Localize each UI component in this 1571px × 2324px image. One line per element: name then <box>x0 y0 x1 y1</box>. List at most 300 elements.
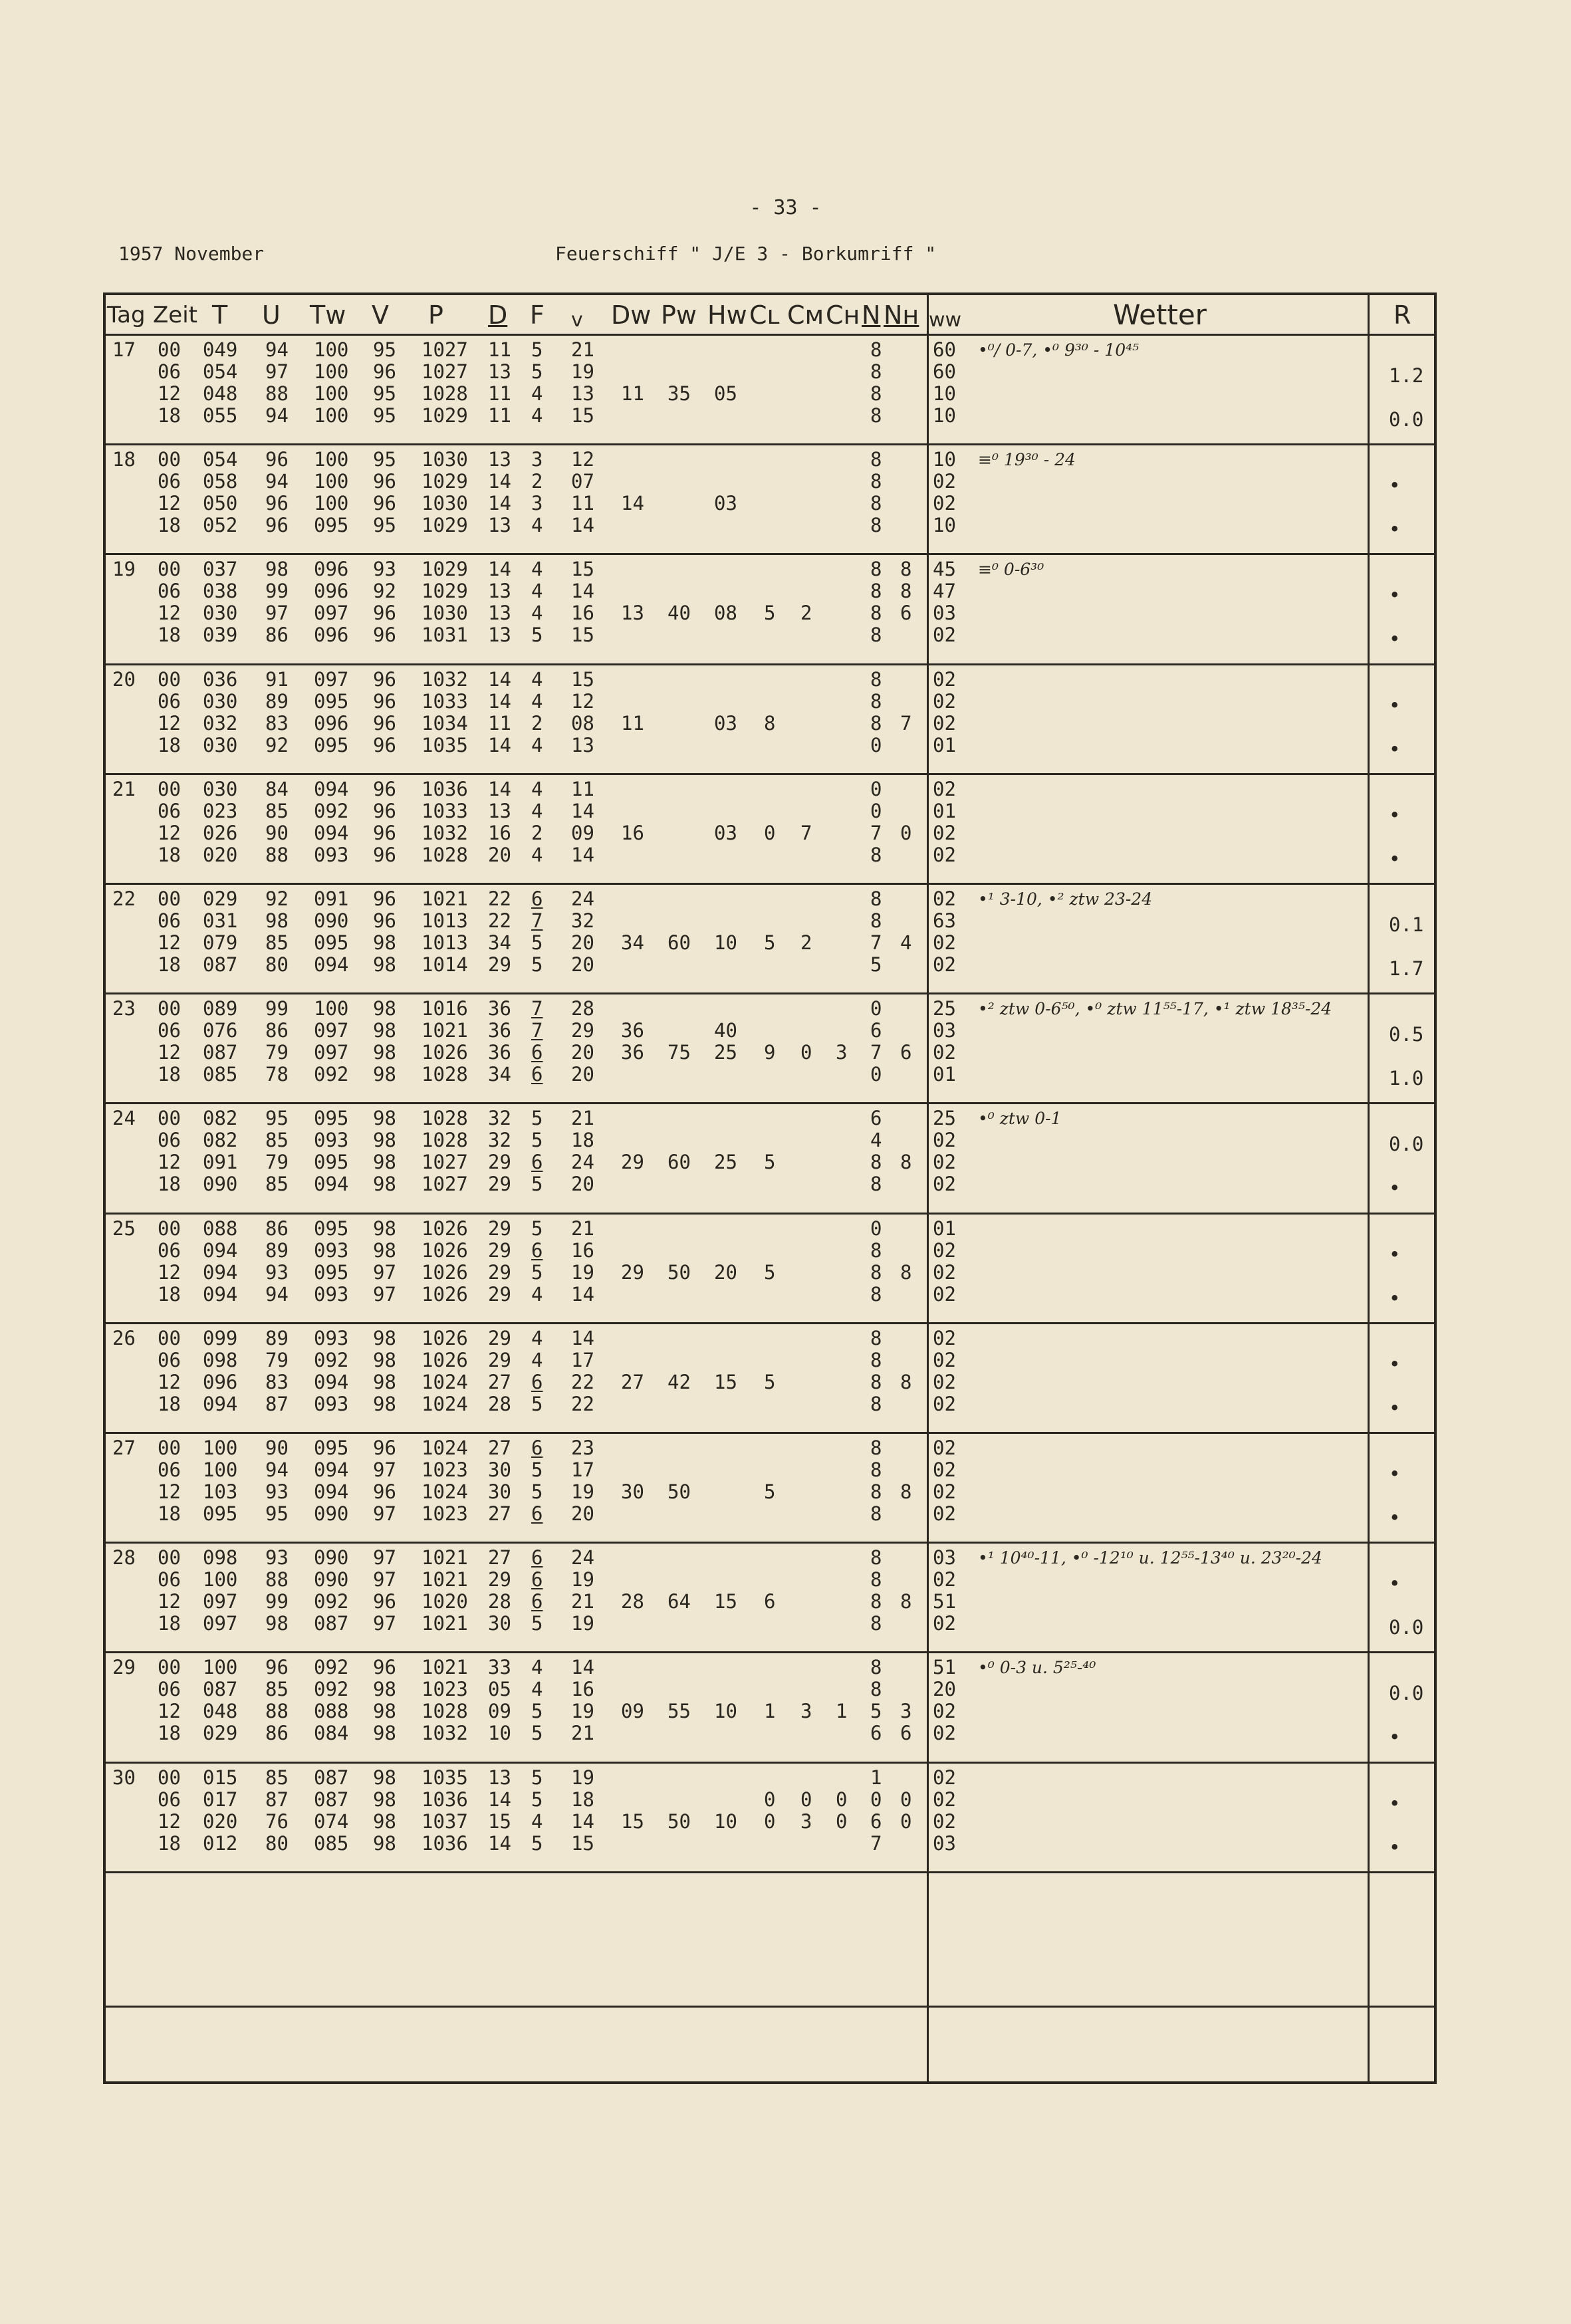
cell-p: 1024 <box>422 1437 468 1459</box>
cell-zeit: 12 <box>158 602 181 625</box>
cell-u: 85 <box>265 931 289 954</box>
cell-zeit: 00 <box>158 887 181 910</box>
day-divider <box>106 663 1434 665</box>
cell-ww: 02 <box>933 1722 956 1745</box>
cell-p: 1026 <box>422 1326 468 1349</box>
cell-n: 8 <box>870 602 882 625</box>
cell-v: 15 <box>571 624 594 647</box>
cell-v: 98 <box>373 1173 396 1196</box>
cell-t: 020 <box>203 1809 238 1833</box>
cell-r: • <box>1389 628 1401 651</box>
cell-t: 026 <box>203 821 238 844</box>
cell-p: 1023 <box>422 1502 468 1525</box>
cell-nh: 8 <box>900 1260 912 1284</box>
cell-v: 20 <box>571 1063 594 1086</box>
day-divider <box>106 1871 1434 1873</box>
cell-nh: 6 <box>900 1722 912 1745</box>
cell-u: 80 <box>265 1831 289 1855</box>
cell-ww: 01 <box>933 799 956 822</box>
cell-ww: 02 <box>933 667 956 691</box>
cell-dw: 13 <box>621 602 644 625</box>
cell-hw: 20 <box>714 1260 737 1284</box>
cell-ww: 02 <box>933 1612 956 1635</box>
cell-tw: 092 <box>314 799 349 822</box>
cell-u: 97 <box>265 360 289 383</box>
cell-p: 1016 <box>422 997 468 1020</box>
cell-ww: 02 <box>933 1129 956 1152</box>
cell-v: 24 <box>571 1151 594 1174</box>
cell-cl: 5 <box>764 1480 776 1503</box>
cell-t: 087 <box>203 1678 238 1701</box>
cell-zeit: 00 <box>158 997 181 1020</box>
cell-v: 97 <box>373 1458 396 1481</box>
cell-r: • <box>1389 1726 1401 1749</box>
cell-v: 11 <box>571 777 594 800</box>
cell-tw: 094 <box>314 777 349 800</box>
cell-d: 13 <box>488 1766 511 1789</box>
cell-ww: 02 <box>933 1041 956 1064</box>
day-divider <box>106 1432 1434 1434</box>
header-year-month: 1957 November <box>118 243 265 265</box>
cell-tw: 093 <box>314 1129 349 1152</box>
cell-v: 19 <box>571 1766 594 1789</box>
cell-n: 8 <box>870 1612 882 1635</box>
cell-n: 4 <box>870 1129 882 1152</box>
cell-cl: 6 <box>764 1590 776 1613</box>
cell-f: 4 <box>531 777 543 800</box>
cell-zeit: 18 <box>158 1282 181 1306</box>
cell-v: 96 <box>373 1437 396 1459</box>
cell-p: 1027 <box>422 1151 468 1174</box>
cell-p: 1028 <box>422 1107 468 1130</box>
cell-ww: 25 <box>933 1107 956 1130</box>
cell-v: 22 <box>571 1392 594 1415</box>
cell-u: 95 <box>265 1107 289 1130</box>
cell-u: 84 <box>265 777 289 800</box>
cell-d: 14 <box>488 470 511 493</box>
cell-v: 98 <box>373 1831 396 1855</box>
cell-t: 055 <box>203 404 238 427</box>
cell-r: • <box>1389 1506 1401 1529</box>
cell-f: 4 <box>531 733 543 756</box>
cell-t: 054 <box>203 448 238 471</box>
cell-pw: 55 <box>667 1700 691 1723</box>
col-head-tag: Tag <box>107 302 146 328</box>
cell-r: 1.2 <box>1389 364 1424 387</box>
cell-zeit: 18 <box>158 624 181 647</box>
cell-tw: 074 <box>314 1809 349 1833</box>
cell-r: • <box>1389 803 1401 826</box>
cell-t: 094 <box>203 1392 238 1415</box>
cell-tw: 087 <box>314 1788 349 1811</box>
cell-ww: 02 <box>933 821 956 844</box>
cell-zeit: 00 <box>158 777 181 800</box>
cell-n: 8 <box>870 1348 882 1371</box>
empty-block-divider <box>106 2006 1434 2008</box>
cell-zeit: 12 <box>158 1700 181 1723</box>
cell-u: 92 <box>265 887 289 910</box>
cell-tw: 094 <box>314 1458 349 1481</box>
cell-n: 8 <box>870 1282 882 1306</box>
cell-d: 13 <box>488 514 511 537</box>
cell-v: 96 <box>373 1480 396 1503</box>
cell-v: 96 <box>373 799 396 822</box>
cell-zeit: 12 <box>158 1590 181 1613</box>
cell-nh: 0 <box>900 821 912 844</box>
cell-zeit: 12 <box>158 931 181 954</box>
cell-zeit: 00 <box>158 1217 181 1240</box>
cell-f: 4 <box>531 667 543 691</box>
cell-u: 87 <box>265 1392 289 1415</box>
cell-f: 5 <box>531 338 543 361</box>
cell-f: 6 <box>531 1546 543 1569</box>
cell-v: 12 <box>571 689 594 713</box>
cell-t: 030 <box>203 602 238 625</box>
cell-cm: 3 <box>800 1700 812 1723</box>
cell-f: 4 <box>531 382 543 405</box>
cell-d: 14 <box>488 689 511 713</box>
day-divider <box>106 883 1434 885</box>
cell-v: 19 <box>571 1568 594 1591</box>
cell-t: 096 <box>203 1370 238 1393</box>
cell-f: 4 <box>531 1678 543 1701</box>
cell-ww: 02 <box>933 1260 956 1284</box>
cell-tw: 092 <box>314 1063 349 1086</box>
cell-ww: 03 <box>933 1019 956 1042</box>
cell-ww: 03 <box>933 602 956 625</box>
cell-u: 86 <box>265 1722 289 1745</box>
cell-f: 4 <box>531 1326 543 1349</box>
cell-p: 1026 <box>422 1260 468 1284</box>
cell-ww: 02 <box>933 711 956 735</box>
cell-hw: 03 <box>714 492 737 515</box>
cell-f: 4 <box>531 558 543 581</box>
cell-hw: 15 <box>714 1590 737 1613</box>
cell-ww: 01 <box>933 733 956 756</box>
cell-n: 8 <box>870 338 882 361</box>
cell-v: 98 <box>373 1809 396 1833</box>
cell-u: 98 <box>265 558 289 581</box>
cell-v: 19 <box>571 1480 594 1503</box>
cell-t: 099 <box>203 1326 238 1349</box>
day-divider <box>106 1213 1434 1215</box>
cell-pw: 35 <box>667 382 691 405</box>
cell-f: 4 <box>531 689 543 713</box>
cell-n: 8 <box>870 1546 882 1569</box>
cell-dw: 14 <box>621 492 644 515</box>
cell-v: 98 <box>373 1788 396 1811</box>
day-number: 24 <box>112 1107 136 1130</box>
cell-dw: 36 <box>621 1041 644 1064</box>
cell-v: 96 <box>373 667 396 691</box>
cell-t: 054 <box>203 360 238 383</box>
cell-v: 19 <box>571 1260 594 1284</box>
cell-ww: 02 <box>933 1326 956 1349</box>
weather-note: ≡⁰ 0-6³⁰ <box>978 560 1044 580</box>
cell-nh: 6 <box>900 602 912 625</box>
cell-n: 8 <box>870 360 882 383</box>
cell-cl: 5 <box>764 1370 776 1393</box>
cell-tw: 094 <box>314 821 349 844</box>
cell-v: 21 <box>571 1590 594 1613</box>
cell-p: 1036 <box>422 1831 468 1855</box>
cell-d: 29 <box>488 1260 511 1284</box>
cell-zeit: 00 <box>158 1326 181 1349</box>
cell-nh: 0 <box>900 1809 912 1833</box>
cell-r: • <box>1389 518 1401 541</box>
cell-dw: 16 <box>621 821 644 844</box>
cell-cm: 2 <box>800 602 812 625</box>
cell-zeit: 12 <box>158 1480 181 1503</box>
cell-n: 8 <box>870 1458 882 1481</box>
cell-ww: 02 <box>933 931 956 954</box>
cell-v: 16 <box>571 602 594 625</box>
cell-n: 8 <box>870 1502 882 1525</box>
cell-zeit: 12 <box>158 1260 181 1284</box>
cell-tw: 093 <box>314 1392 349 1415</box>
cell-ww: 02 <box>933 953 956 976</box>
cell-v: 20 <box>571 1502 594 1525</box>
weather-note: •⁰ 0-3 u. 5²⁵-⁴⁰ <box>978 1658 1096 1678</box>
cell-v: 21 <box>571 1722 594 1745</box>
cell-nh: 7 <box>900 711 912 735</box>
cell-t: 089 <box>203 997 238 1020</box>
cell-t: 097 <box>203 1612 238 1635</box>
cell-cl: 5 <box>764 602 776 625</box>
cell-f: 5 <box>531 1129 543 1152</box>
cell-cm: 0 <box>800 1788 812 1811</box>
cell-n: 8 <box>870 514 882 537</box>
day-number: 28 <box>112 1546 136 1569</box>
cell-f: 4 <box>531 514 543 537</box>
col-head-cm: Cᴍ <box>787 300 824 330</box>
cell-d: 10 <box>488 1722 511 1745</box>
cell-u: 85 <box>265 1678 289 1701</box>
cell-d: 13 <box>488 360 511 383</box>
cell-p: 1029 <box>422 558 468 581</box>
cell-zeit: 06 <box>158 1458 181 1481</box>
day-number: 29 <box>112 1656 136 1679</box>
cell-n: 8 <box>870 624 882 647</box>
cell-v: 95 <box>373 448 396 471</box>
cell-dw: 36 <box>621 1019 644 1042</box>
cell-v: 95 <box>373 514 396 537</box>
cell-d: 32 <box>488 1107 511 1130</box>
cell-u: 86 <box>265 1019 289 1042</box>
cell-v: 12 <box>571 448 594 471</box>
cell-r: 0.1 <box>1389 913 1424 936</box>
cell-dw: 11 <box>621 711 644 735</box>
cell-r: • <box>1389 584 1401 607</box>
cell-p: 1028 <box>422 843 468 866</box>
cell-v: 97 <box>373 1568 396 1591</box>
cell-v: 96 <box>373 711 396 735</box>
cell-v: 20 <box>571 1041 594 1064</box>
cell-t: 087 <box>203 1041 238 1064</box>
cell-n: 8 <box>870 404 882 427</box>
cell-v: 21 <box>571 1107 594 1130</box>
cell-t: 012 <box>203 1831 238 1855</box>
cell-n: 8 <box>870 1326 882 1349</box>
cell-t: 094 <box>203 1260 238 1284</box>
cell-u: 93 <box>265 1546 289 1569</box>
cell-ww: 45 <box>933 558 956 581</box>
day-number: 19 <box>112 558 136 581</box>
cell-u: 76 <box>265 1809 289 1833</box>
cell-cl: 5 <box>764 1260 776 1284</box>
day-number: 25 <box>112 1217 136 1240</box>
cell-n: 8 <box>870 1370 882 1393</box>
cell-p: 1029 <box>422 470 468 493</box>
cell-v: 19 <box>571 1612 594 1635</box>
cell-v: 19 <box>571 360 594 383</box>
cell-n: 8 <box>870 1151 882 1174</box>
cell-u: 95 <box>265 1502 289 1525</box>
cell-tw: 095 <box>314 931 349 954</box>
cell-u: 91 <box>265 667 289 691</box>
cell-zeit: 12 <box>158 1041 181 1064</box>
cell-r: • <box>1389 1572 1401 1595</box>
cell-p: 1026 <box>422 1348 468 1371</box>
cell-d: 14 <box>488 1788 511 1811</box>
day-divider <box>106 1651 1434 1653</box>
cell-cl: 1 <box>764 1700 776 1723</box>
cell-d: 36 <box>488 1041 511 1064</box>
cell-p: 1024 <box>422 1392 468 1415</box>
cell-zeit: 12 <box>158 821 181 844</box>
cell-d: 27 <box>488 1437 511 1459</box>
cell-zeit: 18 <box>158 733 181 756</box>
cell-r: 1.7 <box>1389 957 1424 980</box>
cell-ww: 20 <box>933 1678 956 1701</box>
day-number: 18 <box>112 448 136 471</box>
cell-ww: 10 <box>933 448 956 471</box>
cell-zeit: 18 <box>158 1502 181 1525</box>
cell-p: 1026 <box>422 1041 468 1064</box>
cell-n: 8 <box>870 711 882 735</box>
cell-d: 14 <box>488 492 511 515</box>
cell-f: 3 <box>531 448 543 471</box>
cell-zeit: 18 <box>158 404 181 427</box>
cell-t: 100 <box>203 1568 238 1591</box>
cell-n: 6 <box>870 1107 882 1130</box>
cell-v: 98 <box>373 1063 396 1086</box>
cell-n: 0 <box>870 1788 882 1811</box>
cell-u: 98 <box>265 909 289 932</box>
cell-cm: 7 <box>800 821 812 844</box>
col-head-cl: Cʟ <box>749 300 780 330</box>
cell-hw: 10 <box>714 1700 737 1723</box>
cell-pw: 50 <box>667 1260 691 1284</box>
cell-v: 15 <box>571 558 594 581</box>
cell-zeit: 06 <box>158 799 181 822</box>
cell-u: 79 <box>265 1151 289 1174</box>
cell-u: 97 <box>265 602 289 625</box>
col-head-v: V <box>372 300 389 330</box>
cell-dw: 29 <box>621 1260 644 1284</box>
cell-tw: 085 <box>314 1831 349 1855</box>
cell-tw: 100 <box>314 997 349 1020</box>
cell-tw: 100 <box>314 382 349 405</box>
cell-v: 20 <box>571 1173 594 1196</box>
cell-p: 1035 <box>422 733 468 756</box>
cell-cl: 5 <box>764 931 776 954</box>
cell-v: 96 <box>373 1590 396 1613</box>
cell-p: 1036 <box>422 1788 468 1811</box>
col-head-wetter: Wetter <box>1113 298 1207 331</box>
cell-f: 4 <box>531 1348 543 1371</box>
cell-f: 5 <box>531 1722 543 1745</box>
cell-ww: 02 <box>933 1173 956 1196</box>
cell-p: 1027 <box>422 338 468 361</box>
cell-d: 14 <box>488 777 511 800</box>
cell-nh: 8 <box>900 580 912 603</box>
cell-v: 97 <box>373 1546 396 1569</box>
cell-t: 039 <box>203 624 238 647</box>
cell-f: 5 <box>531 1173 543 1196</box>
cell-d: 34 <box>488 931 511 954</box>
cell-f: 4 <box>531 404 543 427</box>
cell-u: 94 <box>265 470 289 493</box>
day-divider <box>106 1102 1434 1104</box>
cell-n: 5 <box>870 1700 882 1723</box>
cell-tw: 100 <box>314 492 349 515</box>
cell-u: 96 <box>265 448 289 471</box>
cell-v: 98 <box>373 1700 396 1723</box>
cell-v: 11 <box>571 492 594 515</box>
cell-n: 0 <box>870 777 882 800</box>
cell-tw: 092 <box>314 1678 349 1701</box>
cell-cl: 0 <box>764 821 776 844</box>
cell-tw: 096 <box>314 711 349 735</box>
cell-t: 082 <box>203 1107 238 1130</box>
cell-n: 0 <box>870 1217 882 1240</box>
cell-t: 030 <box>203 733 238 756</box>
cell-tw: 095 <box>314 1151 349 1174</box>
cell-r: • <box>1389 1462 1401 1485</box>
cell-ch: 3 <box>836 1041 848 1064</box>
cell-zeit: 12 <box>158 492 181 515</box>
day-divider <box>106 1322 1434 1324</box>
cell-f: 3 <box>531 492 543 515</box>
cell-t: 097 <box>203 1590 238 1613</box>
col-head-t: T <box>212 300 228 330</box>
cell-dw: 30 <box>621 1480 644 1503</box>
cell-t: 036 <box>203 667 238 691</box>
cell-zeit: 06 <box>158 1348 181 1371</box>
cell-tw: 095 <box>314 689 349 713</box>
cell-v: 95 <box>373 404 396 427</box>
cell-d: 32 <box>488 1129 511 1152</box>
cell-cl: 0 <box>764 1788 776 1811</box>
cell-f: 7 <box>531 1019 543 1042</box>
cell-ww: 02 <box>933 689 956 713</box>
cell-u: 79 <box>265 1041 289 1064</box>
cell-v: 21 <box>571 1217 594 1240</box>
cell-tw: 093 <box>314 1238 349 1262</box>
cell-v: 96 <box>373 843 396 866</box>
cell-v: 98 <box>373 1217 396 1240</box>
cell-v: 23 <box>571 1437 594 1459</box>
cell-zeit: 00 <box>158 338 181 361</box>
cell-tw: 100 <box>314 404 349 427</box>
cell-f: 4 <box>531 1282 543 1306</box>
cell-f: 2 <box>531 711 543 735</box>
cell-tw: 100 <box>314 448 349 471</box>
cell-ww: 02 <box>933 887 956 910</box>
cell-pw: 60 <box>667 931 691 954</box>
cell-n: 1 <box>870 1766 882 1789</box>
